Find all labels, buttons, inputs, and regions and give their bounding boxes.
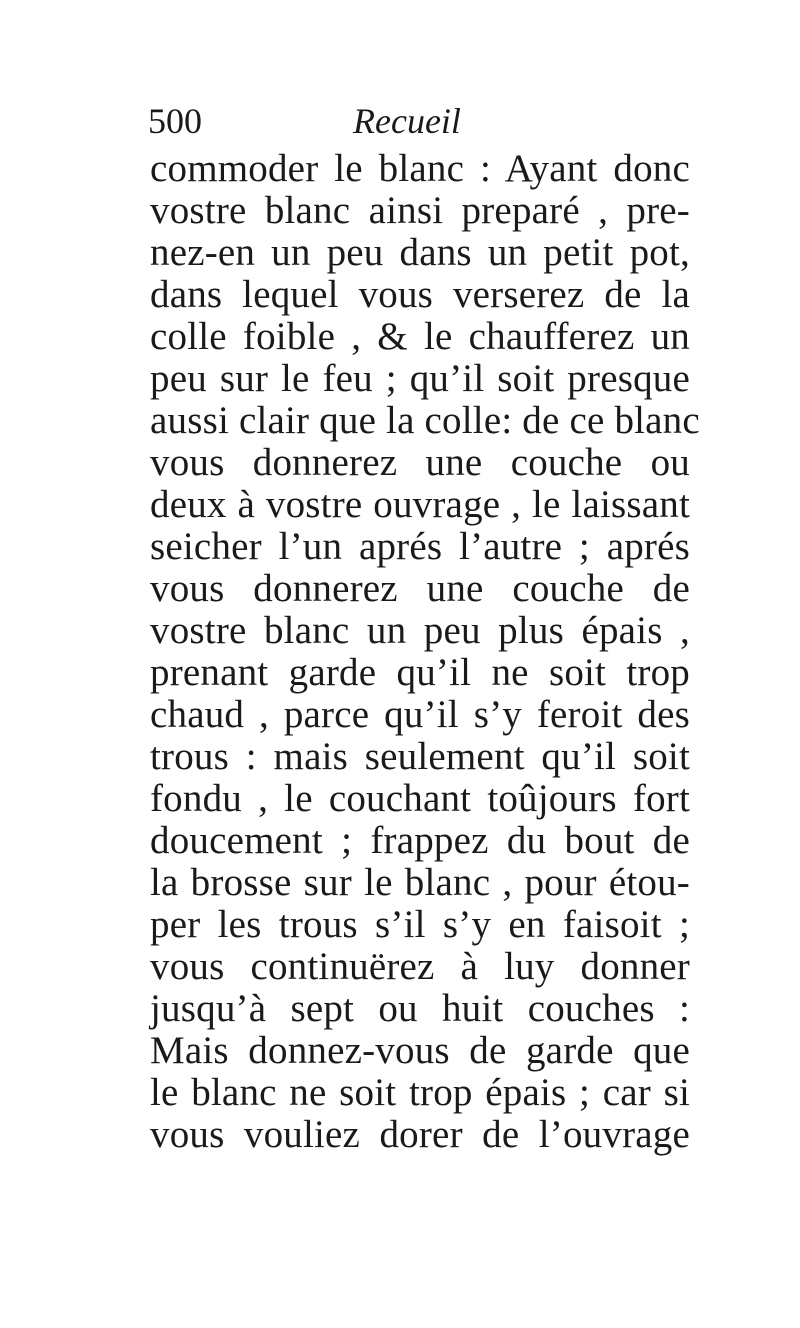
text-line: vous donnerez une couche ou xyxy=(150,441,690,484)
text-line: prenant garde qu’il ne soit trop xyxy=(150,651,690,694)
text-line: vous vouliez dorer de l’ouvrage xyxy=(150,1113,690,1156)
text-line: le blanc ne soit trop épais ; car si xyxy=(150,1071,690,1114)
running-head xyxy=(148,96,688,146)
text-line: trous : mais seulement qu’il soit xyxy=(150,735,690,778)
text-line: peu sur le feu ; qu’il soit presque xyxy=(150,357,690,400)
text-line: vous continuërez à luy donner xyxy=(150,945,690,988)
text-line: deux à vostre ouvrage , le laissant xyxy=(150,483,690,526)
text-line: Mais donnez-vous de garde que xyxy=(150,1029,690,1072)
body-text xyxy=(150,147,700,1156)
text-line: vous donnerez une couche de xyxy=(150,567,690,610)
page-number: 500 xyxy=(148,101,202,141)
text-line: seicher l’un aprés l’autre ; aprés xyxy=(150,525,690,568)
text-line: aussi clair que la colle: de ce blanc xyxy=(150,399,700,442)
text-line: doucement ; frappez du bout de xyxy=(150,819,690,862)
text-line: vostre blanc ainsi preparé , pre- xyxy=(150,189,690,232)
text-line: jusqu’à sept ou huit couches : xyxy=(150,987,690,1030)
text-line: vostre blanc un peu plus épais , xyxy=(150,609,690,652)
text-line: commoder le blanc : Ayant donc xyxy=(150,147,690,190)
text-line: fondu , le couchant toûjours fort xyxy=(150,777,690,820)
text-line: per les trous s’il s’y en faisoit ; xyxy=(150,903,690,946)
text-line: chaud , parce qu’il s’y feroit des xyxy=(150,693,690,736)
text-line: dans lequel vous verserez de la xyxy=(150,273,690,316)
text-line: la brosse sur le blanc , pour étou- xyxy=(150,861,690,904)
running-title: Recueil xyxy=(353,101,461,141)
text-line: colle foible , & le chaufferez un xyxy=(150,315,690,358)
text-line: nez-en un peu dans un petit pot, xyxy=(150,231,690,274)
